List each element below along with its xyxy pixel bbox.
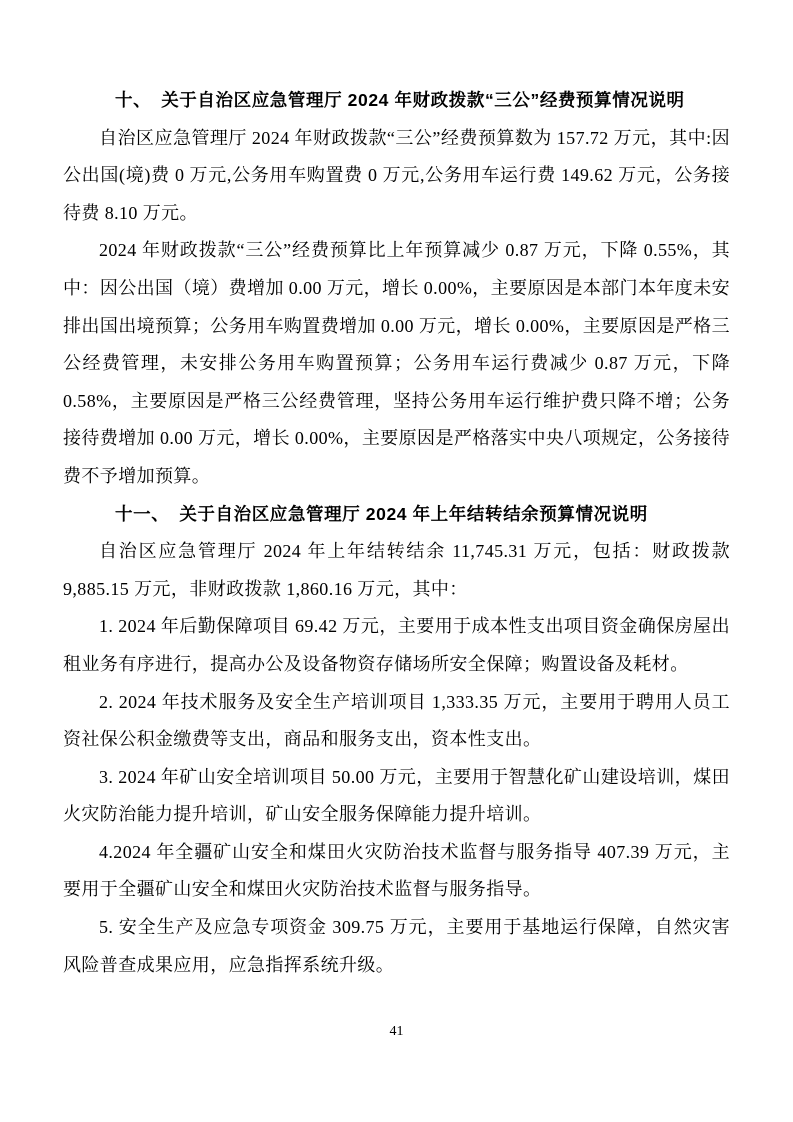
section-11-item-1: 1. 2024 年后勤保障项目 69.42 万元，主要用于成本性支出项目资金确保房屋出租业务有序进行，提高办公及设备物资存储场所安全保障；购置设备及耗材。 (63, 616, 730, 674)
section-10-number: 十、 (115, 90, 152, 110)
section-11-heading (63, 496, 730, 534)
section-11-title: 关于自治区应急管理厅 2024 年上年结转结余预算情况说明 (179, 503, 648, 524)
section-11-item-2: 2. 2024 年技术服务及安全生产培训项目 1,333.35 万元，主要用于聘用人员工资社保公积金缴费等支出，商品和服务支出，资本性支出。 (63, 691, 730, 750)
section-11-item-3: 3. 2024 年矿山安全培训项目 50.00 万元，主要用于智慧化矿山建设培训，煤田火灾防治能力提升培训，矿山安全服务保障能力提升培训。 (63, 766, 730, 825)
section-10-paragraph-2: 2024 年财政拨款“三公”经费预算比上年预算减少 0.87 万元，下降 0.55%，其中：因公出国（境）费增加 0.00 万元，增长 0.00%，主要原因是本部门本年度未安排出国出境预算；公务用车购置费增加 0.00 万元，增长 0.00%，主要原因是严格三公经费管理，未安排公务用车购置预算；公务用车运行费减少 0.87 万元，下降 0.58%，主要原因是严格三公经费管理，坚持公务用车运行维护费只降不增；公务接待费增加 0.00 万元，增长 0.00%，主要原因是严格落实中央八项规定，公务接待费不予增加预算。 (63, 240, 730, 486)
section-11-item-4: 4.2024 年全疆矿山安全和煤田火灾防治技术监督与服务指导 407.39 万元，主要用于全疆矿山安全和煤田火灾防治技术监督与服务指导。 (63, 841, 730, 900)
section-11-item-5: 5. 安全生产及应急专项资金 309.75 万元，主要用于基地运行保障，自然灾害风险普查成果应用，应急指挥系统升级。 (63, 917, 730, 975)
section-10-heading (63, 82, 730, 120)
section-10-paragraph-1: 自治区应急管理厅 2024 年财政拨款“三公”经费预算数为 157.72 万元，其中:因公出国(境)费 0 万元,公务用车购置费 0 万元,公务用车运行费 149.62 万元，公务接待费 8.10 万元。 (63, 127, 730, 223)
page-number: 41 (389, 1024, 404, 1039)
section-10-title: 关于自治区应急管理厅 2024 年财政拨款“三公”经费预算情况说明 (161, 90, 685, 110)
section-11-paragraph-intro: 自治区应急管理厅 2024 年上年结转结余 11,745.31 万元，包括：财政拨款 9,885.15 万元，非财政拨款 1,860.16 万元，其中： (63, 541, 730, 599)
document-content (63, 0, 730, 984)
section-11-number: 十一、 (115, 503, 170, 524)
